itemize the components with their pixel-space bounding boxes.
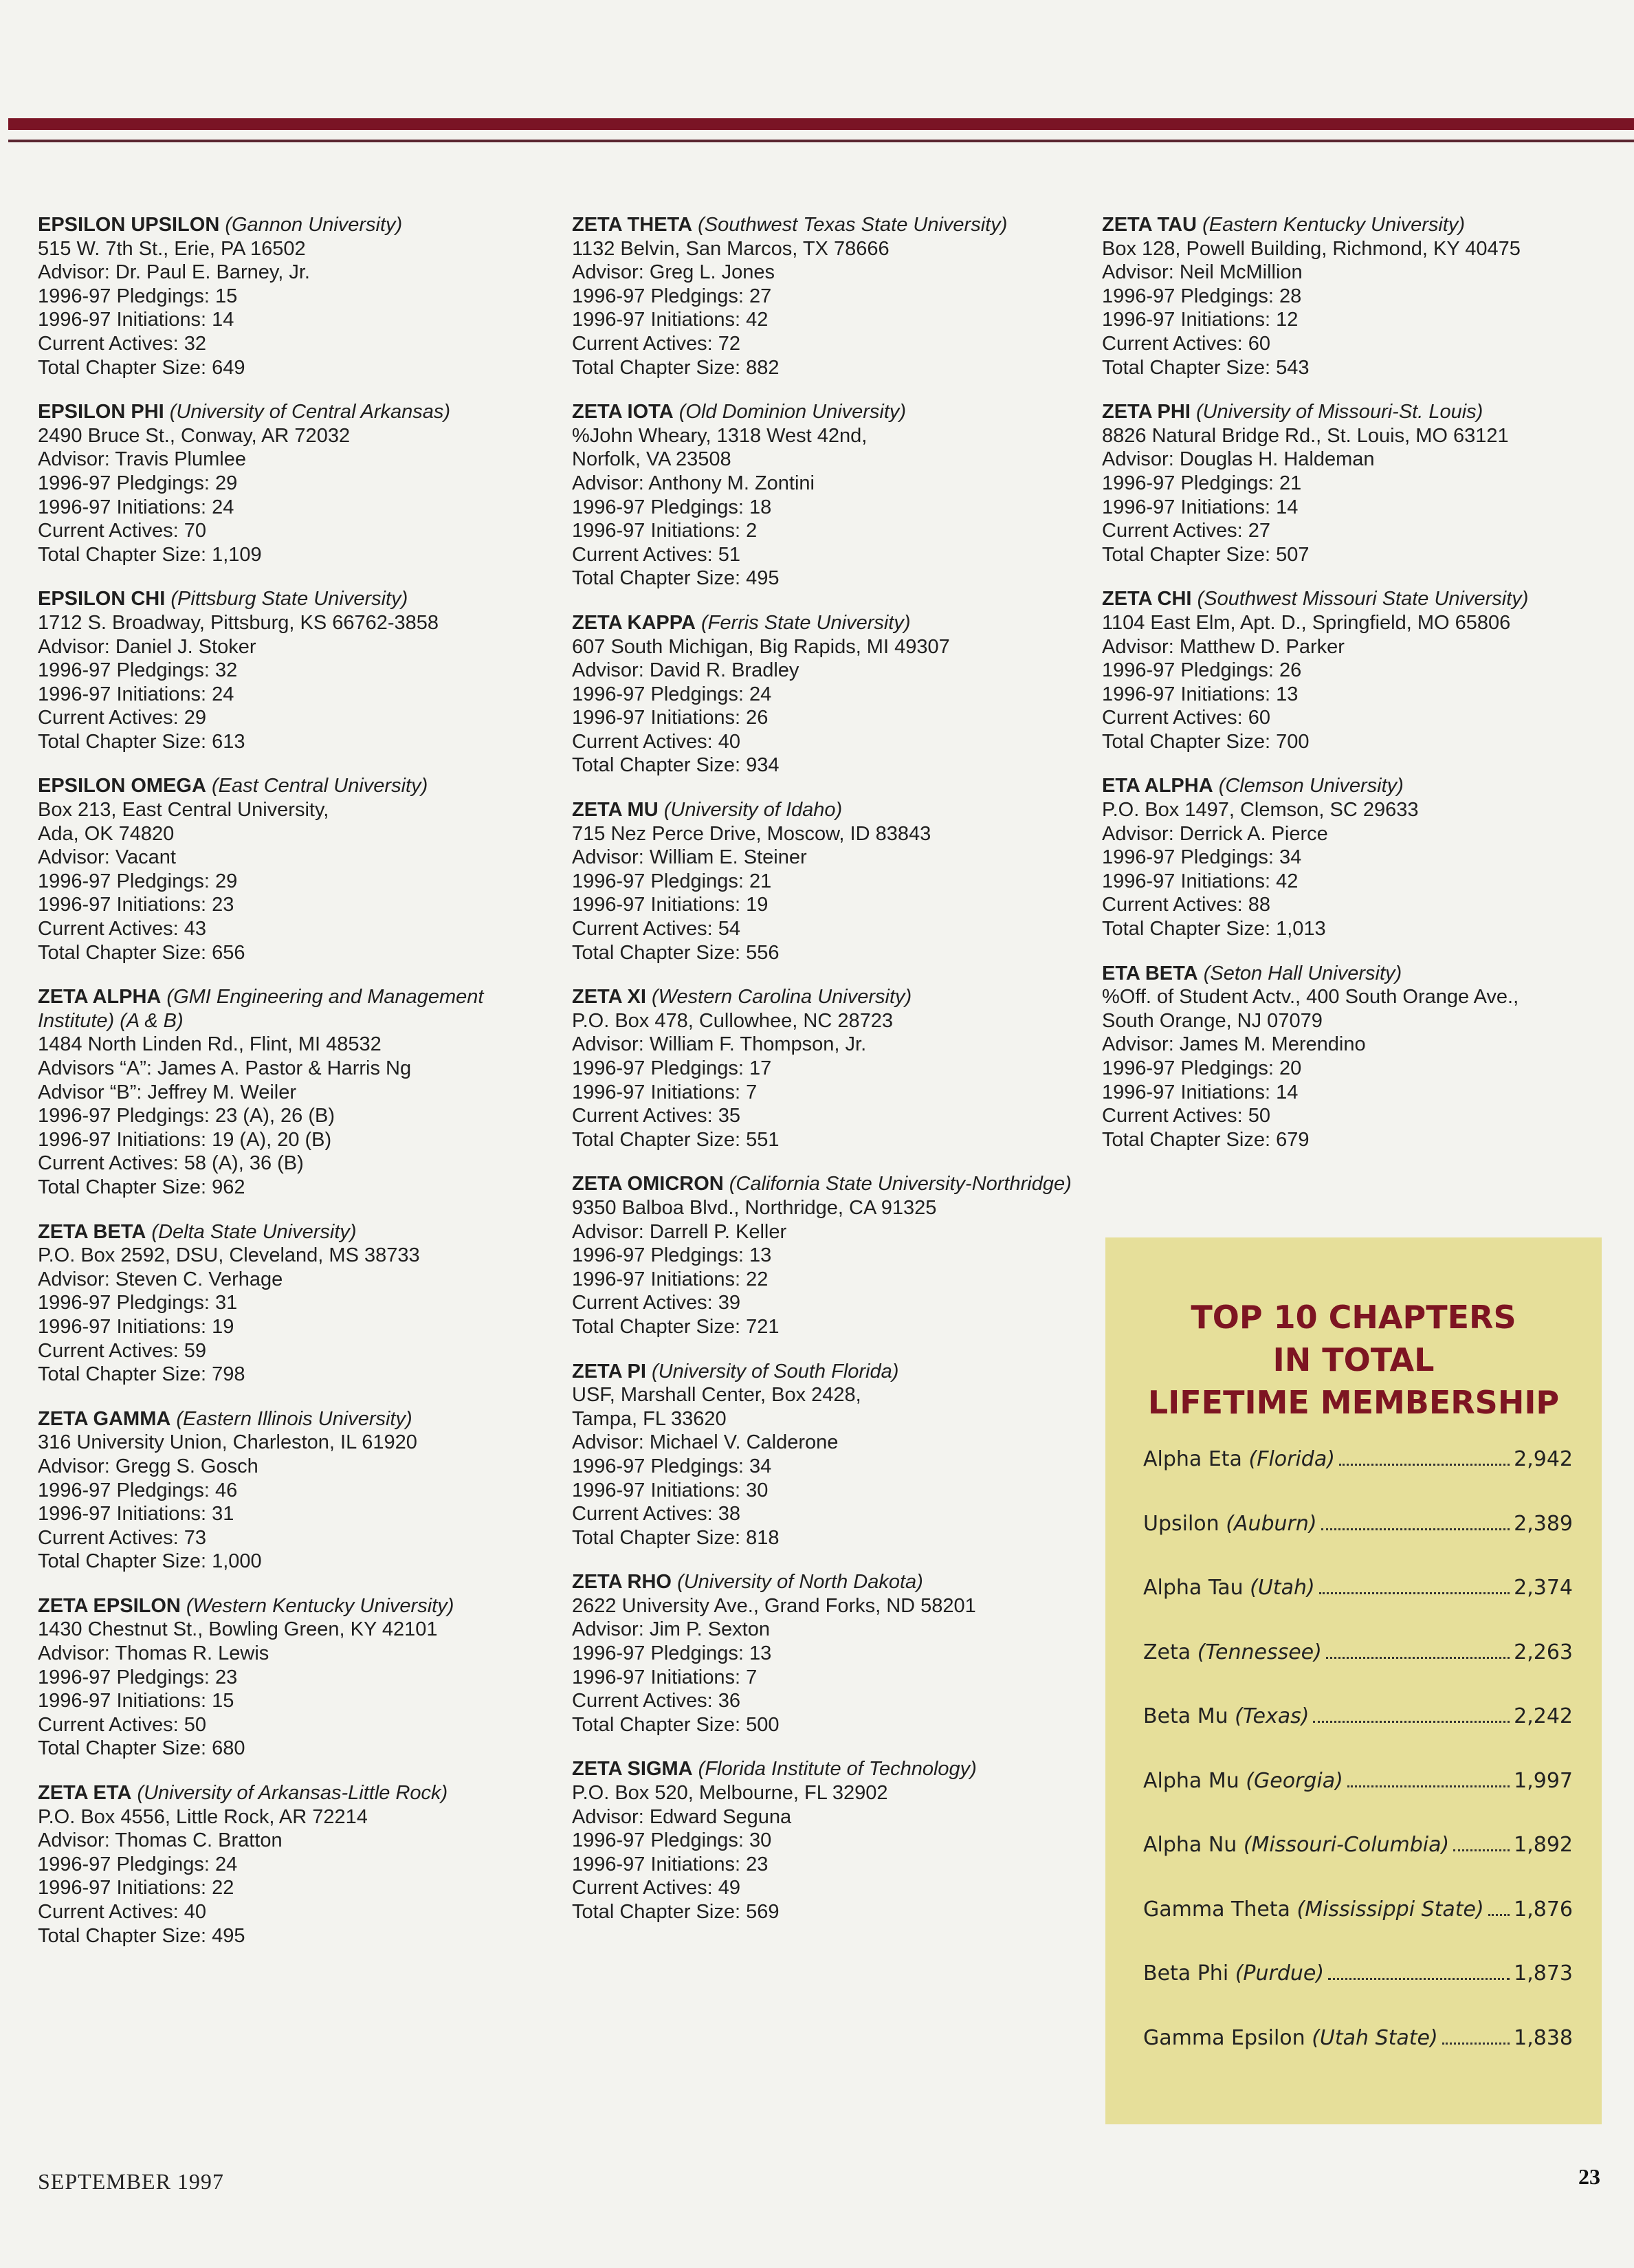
chapter-school: (University of Arkansas-Little Rock) — [137, 1782, 448, 1805]
chapter-detail: 1996-97 Initiations: 22 — [572, 1268, 769, 1290]
chapter-entry — [38, 985, 560, 1199]
chapter-detail: Tampa, FL 33620 — [572, 1407, 727, 1430]
chapter-entry — [572, 985, 1094, 1152]
chapter-heading — [572, 213, 1094, 237]
chapter-entry — [1102, 774, 1624, 940]
chapter-detail: 1996-97 Pledgings: 28 — [1102, 285, 1302, 307]
chapter-entry — [38, 774, 560, 965]
chapter-detail: Current Actives: 32 — [38, 332, 206, 355]
chapter-heading — [38, 774, 560, 798]
chapter-detail: 316 University Union, Charleston, IL 61920 — [38, 1431, 417, 1454]
chapter-heading — [572, 1360, 1094, 1384]
title-line: LIFETIME MEMBERSHIP — [1147, 1384, 1560, 1421]
chapter-detail: Advisor: Anthony M. Zontini — [572, 472, 815, 494]
chapter-detail: Advisor: Darrell P. Keller — [572, 1220, 787, 1243]
chapter-name: ZETA OMICRON — [572, 1173, 724, 1196]
chapter-entry — [572, 400, 1094, 591]
chapter-detail: P.O. Box 4556, Little Rock, AR 72214 — [38, 1805, 368, 1828]
chapter-entry — [1102, 213, 1624, 379]
chapter-detail: Current Actives: 72 — [572, 332, 740, 355]
chapter-entry — [572, 611, 1094, 778]
chapter-detail: Current Actives: 35 — [572, 1105, 740, 1127]
chapter-school: (East Central University) — [211, 775, 428, 797]
chapter-heading — [38, 1220, 560, 1244]
chapter-detail: 1996-97 Initiations: 42 — [572, 309, 769, 331]
chapter-name: ETA ALPHA — [1102, 775, 1213, 797]
chapter-detail: 1132 Belvin, San Marcos, TX 78666 — [572, 237, 890, 260]
page-number: 23 — [1578, 2164, 1600, 2189]
top-chapter-name: Zeta (Tennessee) — [1143, 1640, 1322, 1664]
chapter-detail: 1996-97 Initiations: 26 — [572, 707, 769, 729]
chapter-detail: Total Chapter Size: 500 — [572, 1713, 780, 1736]
chapter-detail: Advisor: Dr. Paul E. Barney, Jr. — [38, 261, 310, 284]
chapter-school: (University of Idaho) — [663, 799, 843, 822]
top-chapter-school: (Florida) — [1248, 1447, 1335, 1471]
chapter-entry — [38, 1781, 560, 1948]
chapter-detail: 1996-97 Pledgings: 29 — [38, 472, 238, 494]
top-chapter-count: 1,873 — [1514, 1961, 1573, 1985]
top-chapter-school: (Utah) — [1250, 1576, 1315, 1600]
leader-dots — [1488, 1914, 1510, 1916]
column-3 — [1102, 213, 1624, 1172]
chapter-detail: 1996-97 Pledgings: 20 — [1102, 1057, 1302, 1079]
top-chapters-title — [1105, 1296, 1602, 1424]
chapter-detail: Advisor: Jim P. Sexton — [572, 1618, 770, 1641]
chapter-heading — [572, 1172, 1094, 1196]
chapter-detail: Box 213, East Central University, — [38, 799, 329, 822]
chapter-detail: P.O. Box 1497, Clemson, SC 29633 — [1102, 799, 1419, 822]
chapter-detail: Current Actives: 54 — [572, 918, 740, 940]
chapter-detail: Advisor: Daniel J. Stoker — [38, 635, 256, 658]
chapter-detail: Current Actives: 43 — [38, 918, 206, 940]
leader-dots — [1319, 1592, 1510, 1594]
chapter-school: (Southwest Texas State University) — [698, 214, 1008, 236]
chapter-detail: 1996-97 Initiations: 15 — [38, 1690, 234, 1713]
chapter-detail: P.O. Box 520, Melbourne, FL 32902 — [572, 1782, 888, 1805]
chapter-detail: Total Chapter Size: 543 — [1102, 356, 1310, 379]
top-chapter-school: (Purdue) — [1235, 1961, 1325, 1985]
chapter-detail: Total Chapter Size: 495 — [38, 1924, 245, 1947]
chapter-detail: Current Actives: 29 — [38, 707, 206, 729]
chapter-name: ZETA TAU — [1102, 214, 1197, 236]
chapter-detail: Total Chapter Size: 613 — [38, 730, 245, 753]
chapter-detail: Advisor: William F. Thompson, Jr. — [572, 1033, 867, 1056]
chapter-detail: 1996-97 Initiations: 42 — [1102, 870, 1299, 892]
chapter-detail: Advisor: Greg L. Jones — [572, 261, 775, 284]
chapter-detail: 1996-97 Pledgings: 21 — [572, 870, 772, 892]
top-chapter-school: (Auburn) — [1226, 1511, 1317, 1536]
issue-date: SEPTEMBER 1997 — [38, 2169, 224, 2194]
chapter-detail: Norfolk, VA 23508 — [572, 448, 731, 471]
top-chapter-name: Gamma Theta (Mississippi State) — [1143, 1897, 1484, 1922]
chapter-detail: 1712 S. Broadway, Pittsburg, KS 66762-3858 — [38, 611, 439, 634]
chapter-detail: 1996-97 Pledgings: 26 — [1102, 659, 1302, 682]
chapter-entry — [38, 213, 560, 379]
chapter-heading — [572, 611, 1094, 635]
chapter-detail: Current Actives: 40 — [38, 1901, 206, 1923]
chapter-detail: Advisor: Matthew D. Parker — [1102, 635, 1345, 658]
chapter-entry — [1102, 962, 1624, 1152]
chapter-name: ZETA CHI — [1102, 588, 1192, 610]
top-chapter-school: (Tennessee) — [1197, 1640, 1322, 1664]
chapter-detail: 1996-97 Initiations: 2 — [572, 520, 758, 542]
chapter-detail: 1996-97 Pledgings: 21 — [1102, 472, 1302, 494]
title-line: IN TOTAL — [1272, 1341, 1435, 1378]
chapter-detail: 1996-97 Initiations: 19 — [572, 894, 769, 916]
chapter-detail: 1996-97 Pledgings: 34 — [1102, 846, 1302, 869]
top-chapter-row — [1143, 1769, 1573, 1834]
chapter-detail: 9350 Balboa Blvd., Northridge, CA 91325 — [572, 1196, 937, 1219]
chapter-detail: Advisors “A”: James A. Pastor & Harris Ng — [38, 1057, 412, 1079]
chapter-heading — [1102, 962, 1624, 986]
top-chapter-name: Alpha Tau (Utah) — [1143, 1576, 1315, 1600]
chapter-detail: Total Chapter Size: 882 — [572, 356, 780, 379]
chapter-detail: 2490 Bruce St., Conway, AR 72032 — [38, 424, 351, 447]
chapter-detail: 1996-97 Pledgings: 23 — [38, 1666, 238, 1688]
chapter-detail: Advisor: Steven C. Verhage — [38, 1268, 283, 1290]
chapter-heading — [572, 985, 1094, 1009]
chapter-detail: Advisor: Derrick A. Pierce — [1102, 822, 1328, 845]
top-chapter-name: Beta Mu (Texas) — [1143, 1704, 1310, 1728]
chapter-name: ZETA BETA — [38, 1220, 146, 1243]
chapter-entry — [572, 1570, 1094, 1737]
chapter-detail: Total Chapter Size: 507 — [1102, 543, 1310, 566]
chapter-school: (GMI Engineering and Management Institute) (A & B) — [38, 986, 484, 1032]
chapter-detail: 515 W. 7th St., Erie, PA 16502 — [38, 237, 306, 260]
chapter-detail: Total Chapter Size: 700 — [1102, 730, 1310, 753]
chapter-detail: Advisor: Thomas C. Bratton — [38, 1829, 283, 1852]
header-band — [8, 118, 1634, 130]
top-chapter-count: 2,242 — [1514, 1704, 1573, 1728]
top-chapter-school: (Mississippi State) — [1296, 1897, 1484, 1922]
top-chapter-row — [1143, 1704, 1573, 1769]
chapter-detail: Current Actives: 50 — [38, 1713, 206, 1736]
top-chapter-count: 1,997 — [1514, 1768, 1573, 1793]
chapter-detail: 1996-97 Pledgings: 13 — [572, 1642, 772, 1665]
chapter-school: (University of Missouri-St. Louis) — [1195, 401, 1483, 423]
chapter-school: (Clemson University) — [1218, 775, 1404, 797]
chapter-school: (Delta State University) — [151, 1220, 357, 1243]
chapter-heading — [1102, 213, 1624, 237]
chapter-name: ZETA GAMMA — [38, 1407, 171, 1430]
chapter-detail: 1996-97 Pledgings: 27 — [572, 285, 772, 307]
chapter-detail: Advisor: Travis Plumlee — [38, 448, 246, 471]
chapter-detail: Total Chapter Size: 721 — [572, 1315, 780, 1338]
chapter-name: EPSILON PHI — [38, 401, 164, 423]
chapter-detail: 1996-97 Pledgings: 23 (A), 26 (B) — [38, 1105, 335, 1127]
top-chapter-name: Alpha Eta (Florida) — [1143, 1447, 1335, 1471]
chapter-school: (University of South Florida) — [652, 1360, 899, 1383]
chapter-name: ZETA EPSILON — [38, 1594, 181, 1617]
chapter-detail: 1996-97 Pledgings: 30 — [572, 1829, 772, 1852]
chapter-detail: Total Chapter Size: 495 — [572, 567, 780, 590]
leader-dots — [1339, 1464, 1510, 1466]
chapter-detail: Advisor: Gregg S. Gosch — [38, 1455, 258, 1477]
chapter-detail: Current Actives: 88 — [1102, 894, 1270, 916]
chapter-entry — [38, 1220, 560, 1387]
leader-dots — [1321, 1528, 1510, 1530]
chapter-detail: P.O. Box 2592, DSU, Cleveland, MS 38733 — [38, 1244, 420, 1267]
chapter-heading — [38, 587, 560, 611]
top-chapter-school: (Texas) — [1235, 1704, 1310, 1728]
chapter-detail: 1996-97 Initiations: 22 — [38, 1877, 234, 1900]
top-chapter-row — [1143, 1961, 1573, 2026]
leader-dots — [1442, 2043, 1510, 2045]
chapter-entry — [38, 400, 560, 566]
top-chapter-count: 2,389 — [1514, 1511, 1573, 1536]
chapter-detail: Total Chapter Size: 679 — [1102, 1128, 1310, 1151]
top-chapter-name: Alpha Nu (Missouri-Columbia) — [1143, 1833, 1450, 1857]
chapter-detail: Current Actives: 51 — [572, 543, 740, 566]
chapter-name: ZETA KAPPA — [572, 611, 696, 634]
chapter-name: ZETA ETA — [38, 1782, 132, 1805]
chapter-school: (Florida Institute of Technology) — [698, 1758, 977, 1781]
chapter-detail: 1484 North Linden Rd., Flint, MI 48532 — [38, 1033, 382, 1056]
chapter-heading — [572, 1570, 1094, 1594]
chapter-name: ZETA IOTA — [572, 401, 674, 423]
chapter-name: ZETA PI — [572, 1360, 646, 1383]
chapter-detail: 1996-97 Initiations: 7 — [572, 1666, 758, 1688]
top-chapter-row — [1143, 1897, 1573, 1962]
top-chapter-row — [1143, 1447, 1573, 1512]
top-chapter-school: (Utah State) — [1312, 2025, 1438, 2050]
chapter-entry — [572, 798, 1094, 965]
chapter-detail: Total Chapter Size: 962 — [38, 1176, 245, 1198]
chapter-detail: Current Actives: 60 — [1102, 707, 1270, 729]
chapter-detail: 1996-97 Pledgings: 17 — [572, 1057, 772, 1079]
chapter-heading — [1102, 774, 1624, 798]
leader-dots — [1347, 1785, 1510, 1787]
top-chapter-name: Upsilon (Auburn) — [1143, 1511, 1317, 1536]
chapter-name: ZETA PHI — [1102, 401, 1191, 423]
chapter-detail: Current Actives: 39 — [572, 1292, 740, 1314]
chapter-name: EPSILON CHI — [38, 588, 166, 610]
chapter-detail: Current Actives: 38 — [572, 1503, 740, 1526]
chapter-detail: 1996-97 Pledgings: 18 — [572, 496, 772, 518]
chapter-detail: Box 128, Powell Building, Richmond, KY 40475 — [1102, 237, 1521, 260]
chapter-detail: 1996-97 Pledgings: 46 — [38, 1479, 238, 1501]
chapter-school: (Eastern Illinois University) — [176, 1407, 412, 1430]
column-2 — [572, 213, 1094, 1945]
chapter-name: ZETA ALPHA — [38, 986, 162, 1009]
chapter-school: (Old Dominion University) — [678, 401, 907, 423]
chapter-detail: Total Chapter Size: 649 — [38, 356, 245, 379]
leader-dots — [1313, 1721, 1510, 1723]
chapter-detail: 1996-97 Initiations: 23 — [572, 1853, 769, 1875]
chapter-detail: 8826 Natural Bridge Rd., St. Louis, MO 63121 — [1102, 424, 1509, 447]
chapter-detail: Total Chapter Size: 569 — [572, 1901, 780, 1923]
chapter-heading — [38, 1594, 560, 1618]
chapter-school: (Western Carolina University) — [652, 986, 912, 1009]
chapter-detail: Advisor: Vacant — [38, 846, 176, 869]
chapter-name: ZETA RHO — [572, 1571, 672, 1594]
chapter-school: (Seton Hall University) — [1203, 962, 1402, 984]
chapter-detail: 1996-97 Initiations: 19 — [38, 1315, 234, 1338]
chapter-detail: Total Chapter Size: 1,013 — [1102, 918, 1326, 940]
title-line: TOP 10 CHAPTERS — [1191, 1299, 1516, 1336]
chapter-detail: 1996-97 Initiations: 24 — [38, 683, 234, 705]
chapter-heading — [572, 798, 1094, 822]
chapter-school: (Pittsburg State University) — [170, 588, 408, 610]
chapter-detail: Current Actives: 60 — [1102, 332, 1270, 355]
chapter-detail: 1996-97 Initiations: 23 — [38, 894, 234, 916]
chapter-detail: Advisor: William E. Steiner — [572, 846, 807, 869]
chapter-school: (Southwest Missouri State University) — [1197, 588, 1529, 610]
chapter-entry — [572, 1172, 1094, 1339]
chapter-detail: 1996-97 Initiations: 13 — [1102, 683, 1299, 705]
top-chapter-school: (Missouri-Columbia) — [1243, 1833, 1450, 1857]
chapter-detail: Total Chapter Size: 818 — [572, 1526, 780, 1549]
chapter-detail: 1996-97 Pledgings: 31 — [38, 1292, 238, 1314]
chapter-school: (Gannon University) — [225, 214, 403, 236]
top-chapter-row — [1143, 1640, 1573, 1705]
chapter-name: EPSILON UPSILON — [38, 214, 220, 236]
chapter-detail: 1996-97 Initiations: 12 — [1102, 309, 1299, 331]
chapter-detail: 1996-97 Pledgings: 15 — [38, 285, 238, 307]
chapter-name: ZETA XI — [572, 986, 646, 1009]
chapter-detail: 1996-97 Initiations: 30 — [572, 1479, 769, 1501]
chapter-detail: 1996-97 Pledgings: 32 — [38, 659, 238, 682]
chapter-entry — [38, 1407, 560, 1574]
leader-dots — [1328, 1978, 1510, 1980]
chapter-detail: %Off. of Student Actv., 400 South Orange Ave., — [1102, 986, 1519, 1009]
top-chapters-box — [1105, 1237, 1602, 2124]
chapter-detail: Current Actives: 27 — [1102, 520, 1270, 542]
chapter-detail: Current Actives: 49 — [572, 1877, 740, 1900]
top-chapter-name: Beta Phi (Purdue) — [1143, 1961, 1325, 1985]
chapter-detail: 2622 University Ave., Grand Forks, ND 58201 — [572, 1594, 976, 1617]
chapter-entry — [572, 1360, 1094, 1550]
chapter-heading — [38, 400, 560, 424]
chapter-heading — [1102, 587, 1624, 611]
chapter-detail: Current Actives: 70 — [38, 520, 206, 542]
chapter-school: (Eastern Kentucky University) — [1202, 214, 1466, 236]
top-chapter-row — [1143, 1576, 1573, 1640]
chapter-detail: 1996-97 Initiations: 31 — [38, 1503, 234, 1526]
chapter-heading — [38, 1781, 560, 1805]
chapter-detail: 1996-97 Pledgings: 13 — [572, 1244, 772, 1267]
chapter-heading — [38, 985, 560, 1033]
chapter-school: (California State University-Northridge) — [729, 1173, 1072, 1196]
top-chapter-count: 2,942 — [1514, 1447, 1573, 1471]
top-chapter-name: Gamma Epsilon (Utah State) — [1143, 2025, 1438, 2050]
chapter-detail: USF, Marshall Center, Box 2428, — [572, 1384, 861, 1407]
chapter-detail: Current Actives: 73 — [38, 1526, 206, 1549]
chapter-school: (University of North Dakota) — [677, 1571, 923, 1594]
top-chapter-count: 1,892 — [1514, 1833, 1573, 1857]
chapter-heading — [572, 400, 1094, 424]
chapter-name: ZETA SIGMA — [572, 1758, 693, 1781]
leader-dots — [1326, 1657, 1510, 1659]
chapter-detail: Advisor: Neil McMillion — [1102, 261, 1303, 284]
chapter-detail: Advisor: James M. Merendino — [1102, 1033, 1366, 1056]
chapter-detail: Total Chapter Size: 656 — [38, 941, 245, 964]
top-chapter-name: Alpha Mu (Georgia) — [1143, 1768, 1343, 1793]
chapter-detail: Current Actives: 36 — [572, 1690, 740, 1713]
chapter-name: ETA BETA — [1102, 962, 1198, 984]
chapter-detail: Current Actives: 40 — [572, 730, 740, 753]
chapter-heading — [38, 213, 560, 237]
chapter-detail: 1996-97 Pledgings: 29 — [38, 870, 238, 892]
top-chapter-row — [1143, 2026, 1573, 2091]
chapter-detail: Total Chapter Size: 551 — [572, 1128, 780, 1151]
chapter-detail: Total Chapter Size: 680 — [38, 1737, 245, 1760]
chapter-entry — [572, 213, 1094, 379]
chapter-school: (Ferris State University) — [700, 611, 911, 634]
chapter-entry — [1102, 587, 1624, 753]
top-chapters-list — [1143, 1447, 1573, 2090]
chapter-detail: Total Chapter Size: 934 — [572, 754, 780, 777]
chapter-detail: 1996-97 Initiations: 7 — [572, 1081, 758, 1103]
top-chapter-count: 2,263 — [1514, 1640, 1573, 1664]
chapter-detail: Total Chapter Size: 1,000 — [38, 1550, 262, 1573]
chapter-detail: Total Chapter Size: 798 — [38, 1363, 245, 1386]
chapter-detail: 1996-97 Pledgings: 24 — [38, 1853, 238, 1875]
column-1 — [38, 213, 560, 1968]
top-chapter-count: 1,838 — [1514, 2025, 1573, 2050]
chapter-detail: Ada, OK 74820 — [38, 822, 175, 845]
chapter-heading — [1102, 400, 1624, 424]
chapter-entry — [38, 1594, 560, 1761]
top-chapter-count: 1,876 — [1514, 1897, 1573, 1922]
chapter-detail: Advisor: Thomas R. Lewis — [38, 1642, 269, 1665]
chapter-detail: P.O. Box 478, Cullowhee, NC 28723 — [572, 1009, 893, 1032]
chapter-school: (Western Kentucky University) — [186, 1594, 454, 1617]
top-chapter-count: 2,374 — [1514, 1576, 1573, 1600]
chapter-detail: 1996-97 Initiations: 14 — [1102, 496, 1299, 518]
header-rule — [8, 140, 1634, 142]
chapter-detail: Advisor “B”: Jeffrey M. Weiler — [38, 1081, 297, 1103]
chapter-detail: 1996-97 Initiations: 14 — [38, 309, 234, 331]
chapter-detail: Current Actives: 50 — [1102, 1105, 1270, 1127]
chapter-detail: Advisor: Michael V. Calderone — [572, 1431, 839, 1454]
chapter-name: ZETA MU — [572, 799, 659, 822]
chapter-entry — [38, 587, 560, 753]
top-chapter-school: (Georgia) — [1246, 1768, 1343, 1793]
top-chapter-row — [1143, 1512, 1573, 1576]
chapter-school: (University of Central Arkansas) — [169, 401, 451, 423]
chapter-detail: 1996-97 Pledgings: 34 — [572, 1455, 772, 1477]
chapter-detail: 1430 Chestnut St., Bowling Green, KY 42101 — [38, 1618, 438, 1641]
chapter-detail: Advisor: Douglas H. Haldeman — [1102, 448, 1375, 471]
chapter-detail: 1996-97 Initiations: 24 — [38, 496, 234, 518]
chapter-heading — [572, 1757, 1094, 1781]
chapter-entry — [572, 1757, 1094, 1924]
chapter-detail: Current Actives: 59 — [38, 1339, 206, 1362]
chapter-detail: Total Chapter Size: 1,109 — [38, 543, 262, 566]
chapter-entry — [1102, 400, 1624, 566]
chapter-detail: 1996-97 Pledgings: 24 — [572, 683, 772, 705]
chapter-detail: 1996-97 Initiations: 19 (A), 20 (B) — [38, 1128, 332, 1151]
chapter-detail: South Orange, NJ 07079 — [1102, 1009, 1323, 1032]
chapter-detail: 1996-97 Initiations: 14 — [1102, 1081, 1299, 1103]
chapter-detail: Current Actives: 58 (A), 36 (B) — [38, 1152, 304, 1175]
chapter-detail: Advisor: Edward Seguna — [572, 1805, 792, 1828]
chapter-heading — [38, 1407, 560, 1431]
chapter-detail: %John Wheary, 1318 West 42nd, — [572, 424, 868, 447]
chapter-detail: 607 South Michigan, Big Rapids, MI 49307 — [572, 635, 950, 658]
leader-dots — [1453, 1849, 1510, 1851]
chapter-detail: Total Chapter Size: 556 — [572, 941, 780, 964]
chapter-detail: 715 Nez Perce Drive, Moscow, ID 83843 — [572, 822, 931, 845]
chapter-name: ZETA THETA — [572, 214, 693, 236]
top-chapter-row — [1143, 1833, 1573, 1897]
chapter-detail: 1104 East Elm, Apt. D., Springfield, MO 65806 — [1102, 611, 1511, 634]
chapter-name: EPSILON OMEGA — [38, 775, 206, 797]
chapter-detail: Advisor: David R. Bradley — [572, 659, 799, 682]
